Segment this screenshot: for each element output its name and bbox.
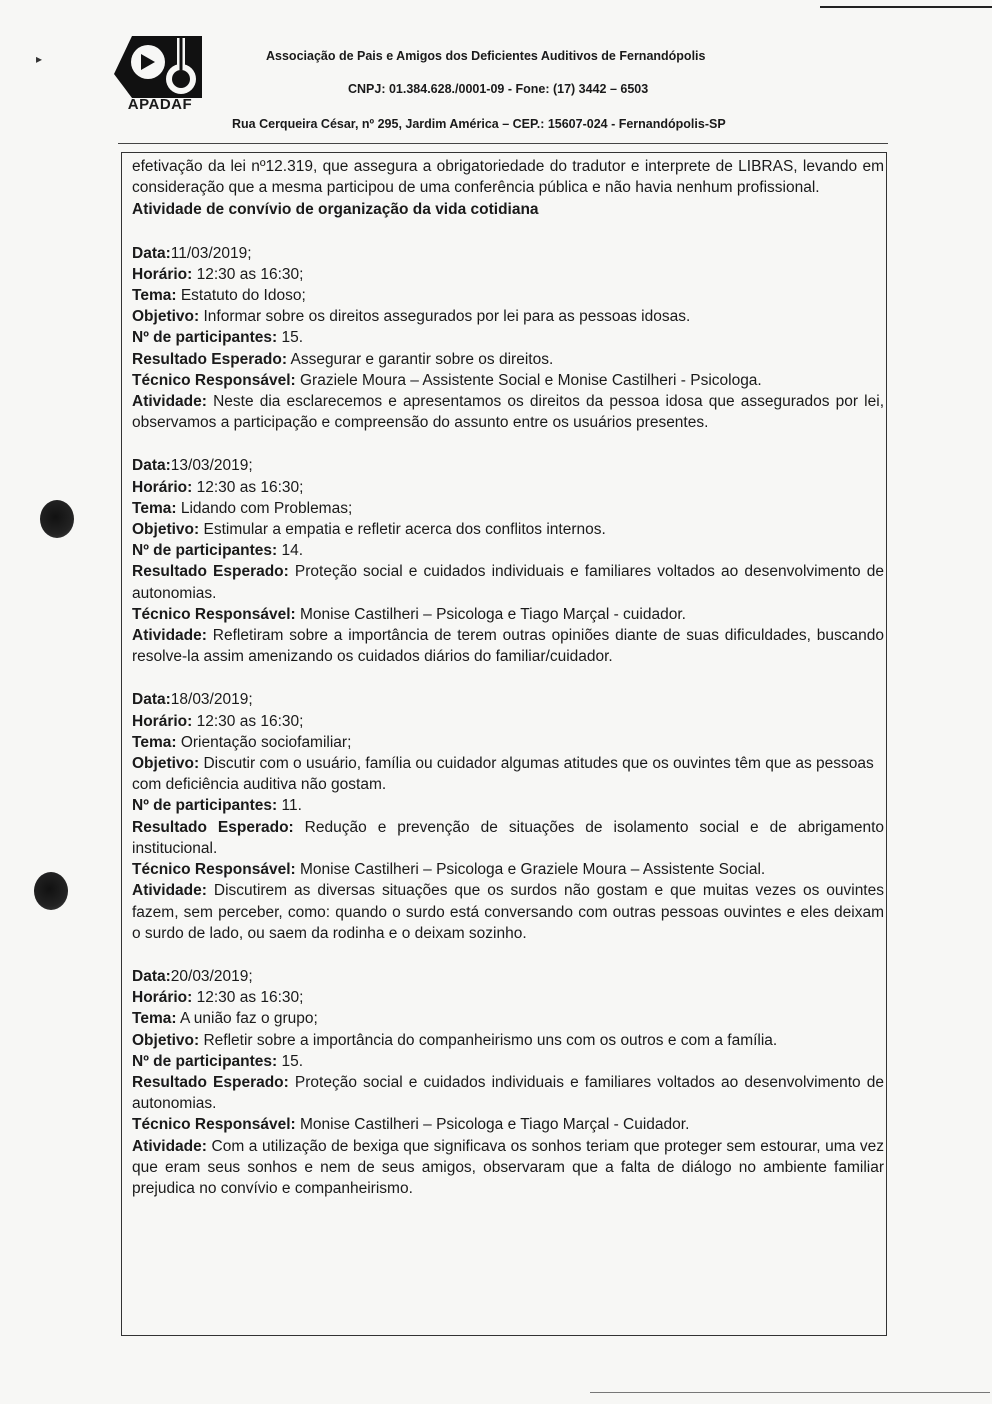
field-data (132, 689, 884, 710)
field-horario (132, 477, 884, 498)
field-value: Discutir com o usuário, família ou cuidador algumas atitudes que os ouvintes têm que as pessoas com deficiência auditiva não gostam. (132, 755, 874, 794)
field-label: Nº de participantes: (132, 1052, 278, 1070)
field-label: Objetivo: (132, 521, 200, 539)
field-label: Tema: (132, 287, 177, 305)
field-label: Objetivo: (132, 1031, 200, 1049)
field-label: Nº de participantes: (132, 542, 278, 560)
field-value: 12:30 as 16:30; (192, 989, 304, 1007)
field-label: Técnico Responsável: (132, 371, 296, 389)
field-data (132, 455, 884, 476)
activity-entry (132, 455, 884, 667)
field-resultado (132, 817, 884, 859)
field-tema (132, 498, 884, 519)
field-resultado (132, 561, 884, 603)
field-tecnico (132, 1114, 884, 1135)
field-value: Refletiram sobre a importância de terem outras opiniões diante de suas dificuldades, buscando resolve-la assim amenizando os cuidados diários do familiar/cuidador. (132, 627, 884, 666)
field-value: 12:30 as 16:30; (192, 478, 304, 496)
field-value: Proteção social e cuidados individuais e familiares voltados ao desenvolvimento de autonomias. (132, 563, 885, 602)
field-value: Com a utilização de bexiga que significava os sonhos teriam que proteger sem estourar, uma vez que eram seus sonhos e nem de seus amigos, observaram que a falta de diálogo no ambiente familiar prejudica no convívio e companheirismo. (132, 1137, 884, 1197)
field-label: Tema: (132, 499, 177, 517)
field-value: 12:30 as 16:30; (192, 712, 304, 730)
field-label: Data: (132, 244, 171, 262)
field-value: A união faz o grupo; (176, 1010, 318, 1028)
punch-hole (34, 872, 68, 910)
field-data (132, 966, 884, 987)
logo-wordmark: APADAF (127, 96, 193, 113)
field-value: Graziele Moura – Assistente Social e Monise Castilheri - Psicologa. (295, 371, 762, 389)
activity-entry (132, 243, 884, 434)
field-atividade (132, 625, 884, 667)
field-value: Monise Castilheri – Psicologa e Graziele Moura – Assistente Social. (295, 861, 766, 879)
field-resultado (132, 349, 884, 370)
field-horario (132, 987, 884, 1008)
activity-entry (132, 966, 884, 1199)
field-value: Neste dia esclarecemos e apresentamos os direitos da pessoa idosa que assegurados por lei, observamos a participação e compreensão do assunto entre os usuários presentes. (132, 393, 884, 432)
field-label: Horário: (132, 989, 193, 1007)
field-value: Redução e prevenção de situações de isolamento social e de abrigamento institucional. (132, 818, 885, 857)
field-label: Atividade: (132, 627, 207, 645)
field-label: Técnico Responsável: (132, 1116, 296, 1134)
field-value: Discutirem as diversas situações que os surdos não gostam e que muitas vezes os ouvintes fazem, sem perceber, como: quando o surdo está conversando com outras pessoas ouvintes e eles deixam o surdo de lado, ou saem da rodinha e o deixam sozinho. (132, 882, 884, 942)
field-value: Orientação sociofamiliar; (176, 733, 352, 751)
section-title: Atividade de convívio de organização da vida cotidiana (132, 201, 539, 219)
field-horario (132, 264, 884, 285)
field-label: Tema: (132, 733, 177, 751)
field-label: Nº de participantes: (132, 797, 278, 815)
field-value: Estimular a empatia e refletir acerca dos conflitos internos. (199, 521, 606, 539)
field-value: 11. (277, 797, 302, 815)
report-body (132, 156, 884, 1199)
org-name: Associação de Pais e Amigos dos Deficientes Auditivos de Fernandópolis (266, 49, 706, 63)
field-value: 15. (277, 1052, 304, 1070)
field-value: Lidando com Problemas; (176, 499, 353, 517)
field-label: Horário: (132, 712, 193, 730)
field-value: 18/03/2019; (170, 691, 253, 709)
field-value: Proteção social e cuidados individuais e familiares voltados ao desenvolvimento de autonomias. (132, 1073, 885, 1113)
field-value: 13/03/2019; (170, 457, 253, 475)
field-label: Resultado Esperado: (132, 1073, 289, 1091)
field-label: Tema: (132, 1010, 177, 1028)
field-value: 14. (277, 542, 304, 560)
field-participantes (132, 327, 884, 348)
address: Rua Cerqueira César, nº 295, Jardim América – CEP.: 15607-024 - Fernandópolis-SP (232, 117, 726, 131)
field-atividade (132, 1136, 884, 1200)
field-value: Assegurar e garantir sobre os direitos. (287, 350, 554, 368)
field-label: Resultado Esperado: (132, 563, 289, 581)
field-label: Resultado Esperado: (132, 350, 288, 368)
field-value: Monise Castilheri – Psicologa e Tiago Marçal - Cuidador. (295, 1116, 690, 1134)
field-participantes (132, 1051, 884, 1072)
field-data (132, 243, 884, 264)
cnpj-phone: CNPJ: 01.384.628./0001-09 - Fone: (17) 3442 – 6503 (348, 82, 649, 96)
field-value: Estatuto do Idoso; (176, 287, 306, 305)
field-value: 11/03/2019; (170, 244, 252, 262)
field-value: Monise Castilheri – Psicologa e Tiago Marçal - cuidador. (295, 605, 686, 623)
field-tema (132, 732, 884, 753)
field-tecnico (132, 370, 884, 391)
field-horario (132, 711, 884, 732)
field-objetivo (132, 519, 884, 540)
field-atividade (132, 880, 884, 944)
field-label: Data: (132, 967, 171, 985)
field-value: Informar sobre os direitos assegurados por lei para as pessoas idosas. (199, 308, 691, 326)
intro-paragraph: efetivação da lei nº12.319, que assegura a obrigatoriedade do tradutor e interprete de LIBRAS, levando em consideração que a mesma participou de uma conferência pública e não havia nenhum profissional. (132, 158, 884, 197)
field-label: Técnico Responsável: (132, 861, 296, 879)
field-objetivo (132, 306, 884, 327)
field-resultado (132, 1072, 884, 1114)
field-label: Nº de participantes: (132, 329, 278, 347)
paper-edge-shadow (590, 1392, 990, 1393)
field-label: Horário: (132, 478, 193, 496)
field-label: Data: (132, 691, 171, 709)
field-label: Atividade: (132, 882, 207, 900)
field-objetivo (132, 753, 884, 795)
letterhead (0, 0, 992, 150)
field-atividade (132, 391, 884, 433)
field-label: Data: (132, 457, 171, 475)
field-value: 20/03/2019; (170, 967, 253, 985)
field-participantes (132, 795, 884, 816)
field-objetivo (132, 1030, 884, 1051)
field-value: Refletir sobre a importância do companheirismo uns com os outros e com a família. (199, 1031, 778, 1049)
field-participantes (132, 540, 884, 561)
field-tecnico (132, 604, 884, 625)
scan-speck: ▸ (36, 52, 43, 66)
activity-entries (132, 243, 884, 1200)
field-tema (132, 285, 884, 306)
field-label: Atividade: (132, 1137, 207, 1155)
activity-entry (132, 689, 884, 943)
field-label: Horário: (132, 265, 193, 283)
field-value: 12:30 as 16:30; (192, 265, 304, 283)
header-divider (118, 143, 888, 144)
field-tema (132, 1008, 884, 1029)
field-label: Técnico Responsável: (132, 605, 296, 623)
field-label: Objetivo: (132, 308, 200, 326)
field-tecnico (132, 859, 884, 880)
field-label: Atividade: (132, 393, 207, 411)
field-label: Resultado Esperado: (132, 818, 294, 836)
field-value: 15. (277, 329, 304, 347)
field-label: Objetivo: (132, 755, 200, 773)
punch-hole (40, 500, 74, 538)
